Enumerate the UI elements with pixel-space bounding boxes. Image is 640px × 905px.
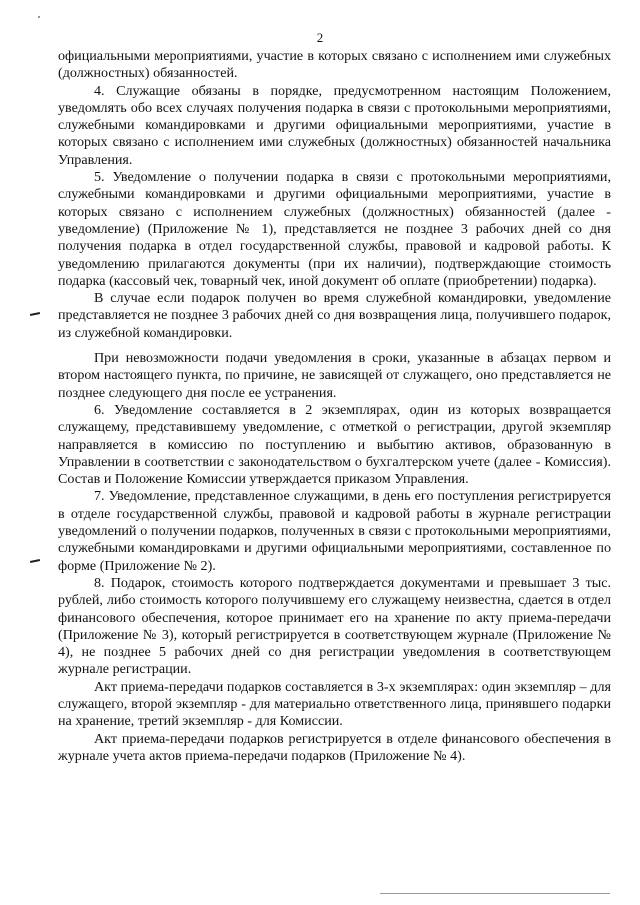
paragraph-business-trip: В случае если подарок получен во время служебной командировки, уведомление представляется не позднее 3 рабочих дней со дня возвращения лица, получившего подарок, из служебной командировки. (58, 290, 611, 341)
margin-mark (30, 312, 40, 316)
paragraph-continuation: официальными мероприятиями, участие в которых связано с исполнением ими служебных (должностных) обязанностей. (58, 48, 611, 82)
paragraph-item-7: 7. Уведомление, представленное служащими, в день его поступления регистрируется в отделе государственной службы, правовой и кадровой работы в журнале регистрации уведомлений о получении подарков, полученных в связи с протокольными мероприятиями, служебными командировками и другими официальными мероприятиями, составленное по форме (Приложение № 2). (58, 488, 611, 574)
paragraph-impossibility: При невозможности подачи уведомления в сроки, указанные в абзацах первом и втором настоящего пункта, по причине, не зависящей от служащего, оно представляется не позднее следующего дня после ее устранения. (58, 350, 611, 401)
paragraph-item-6: 6. Уведомление составляется в 2 экземплярах, один из которых возвращается служащему, представившему уведомление, с отметкой о регистрации, другой экземпляр направляется в комиссию по поступлению и выбытию активов, образованную в Управлении в соответствии с законодательством о бухгалтерском учете (далее - Комиссия). Состав и Положение Комиссии утверждается приказом Управления. (58, 401, 611, 488)
paragraph-transfer-act: Акт приема-передачи подарков составляется в 3-х экземплярах: один экземпляр – для служащего, второй экземпляр - для материально ответственного лица, принявшего подарки на хранение, третий экземпляр - для Комиссии. (58, 678, 611, 730)
scan-speck (38, 16, 40, 18)
paragraph-act-registration: Акт приема-передачи подарков регистрируется в отделе финансового обеспечения в журнале учета актов приема-передачи подарков (Приложение № 4). (58, 730, 611, 764)
document-body (58, 48, 611, 765)
bottom-rule (380, 893, 610, 894)
page-number: 2 (316, 30, 324, 45)
paragraph-item-5: 5. Уведомление о получении подарка в связи с протокольными мероприятиями, служебными командировками и другими официальными мероприятиями, участие в которых связано с исполнением служебных (должностных) обязанностей (далее - уведомление) (Приложение № 1), представляется не позднее 3 рабочих дней со дня получения подарка в отдел государственной службы, правовой и кадровой работы. К уведомлению прилагаются документы (при их наличии), подтверждающие стоимость подарка (кассовый чек, товарный чек, иной документ об оплате (приобретении) подарка). (58, 169, 611, 289)
paragraph-item-8: 8. Подарок, стоимость которого подтверждается документами и превышает 3 тыс. рублей, либо стоимость которого получившему его служащему неизвестна, сдается в отдел финансового обеспечения, которое принимает его на хранение по акту приема-передачи (Приложение № 3), который регистрируется в соответствующем журнале (Приложение № 4), не позднее 5 рабочих дней со дня регистрации уведомления в соответствующем журнале регистрации. (58, 574, 611, 678)
margin-mark (30, 559, 40, 563)
paragraph-item-4: 4. Служащие обязаны в порядке, предусмотренном настоящим Положением, уведомлять обо всех случаях получения подарка в связи с протокольными мероприятиями, служебными командировками и другими официальными мероприятиями, участие в которых связано с исполнением ими служебных (должностных) обязанностей начальника Управления. (58, 82, 611, 168)
